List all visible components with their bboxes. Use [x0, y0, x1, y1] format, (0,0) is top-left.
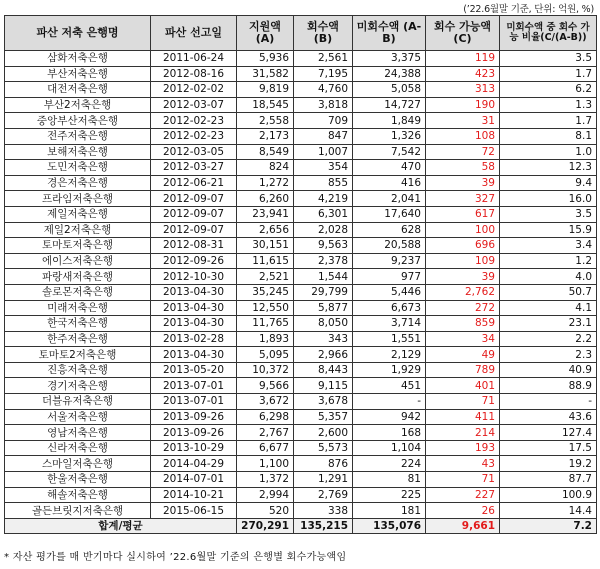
cell-support: 6,677 [237, 440, 294, 456]
cell-recoverable: 313 [426, 82, 500, 98]
cell-support: 1,893 [237, 331, 294, 347]
cell-date: 2013-07-01 [151, 394, 237, 410]
cell-recovered: 709 [294, 113, 353, 129]
cell-date: 2012-09-07 [151, 222, 237, 238]
cell-recoverable: 617 [426, 206, 500, 222]
cell-bank: 전주저축은행 [5, 128, 151, 144]
cell-unrecovered: 1,551 [353, 331, 426, 347]
cell-date: 2012-10-30 [151, 269, 237, 285]
cell-ratio: 88.9 [500, 378, 597, 394]
table-row [5, 175, 597, 191]
cell-ratio: 1.7 [500, 113, 597, 129]
cell-recoverable: 39 [426, 175, 500, 191]
cell-bank: 중앙부산저축은행 [5, 113, 151, 129]
total-recoverable: 9,661 [426, 518, 500, 534]
header-recoverable: 회수 가능액 (C) [426, 16, 500, 51]
footnote: * 자산 평가를 매 반기마다 실시하여 ’22.6월말 기준의 은행별 회수가능액임 [4, 552, 347, 563]
cell-ratio: 1.0 [500, 144, 597, 160]
cell-recovered: 2,561 [294, 51, 353, 67]
cell-support: 12,550 [237, 300, 294, 316]
cell-unrecovered: 14,727 [353, 97, 426, 113]
cell-date: 2013-04-30 [151, 347, 237, 363]
cell-date: 2012-03-27 [151, 160, 237, 176]
header-row [5, 16, 597, 51]
cell-support: 11,765 [237, 316, 294, 332]
cell-recovered: 2,769 [294, 487, 353, 503]
cell-ratio: 127.4 [500, 425, 597, 441]
cell-ratio: 1.2 [500, 253, 597, 269]
table-row [5, 378, 597, 394]
cell-date: 2012-03-07 [151, 97, 237, 113]
cell-date: 2013-04-30 [151, 300, 237, 316]
cell-ratio: 16.0 [500, 191, 597, 207]
cell-support: 9,566 [237, 378, 294, 394]
cell-recoverable: 71 [426, 472, 500, 488]
cell-unrecovered: 3,375 [353, 51, 426, 67]
cell-unrecovered: 5,446 [353, 284, 426, 300]
cell-recovered: 2,378 [294, 253, 353, 269]
cell-ratio: 1.3 [500, 97, 597, 113]
cell-support: 18,545 [237, 97, 294, 113]
cell-date: 2011-06-24 [151, 51, 237, 67]
cell-recoverable: 49 [426, 347, 500, 363]
unit-note: (’22.6월말 기준, 단위: 억원, %) [463, 4, 594, 15]
cell-support: 30,151 [237, 238, 294, 254]
cell-ratio: 8.1 [500, 128, 597, 144]
cell-bank: 서울저축은행 [5, 409, 151, 425]
header-bank: 파산 저축 은행명 [5, 16, 151, 51]
table-row [5, 82, 597, 98]
cell-recovered: 5,357 [294, 409, 353, 425]
cell-unrecovered: 224 [353, 456, 426, 472]
cell-recoverable: 119 [426, 51, 500, 67]
cell-date: 2012-02-23 [151, 128, 237, 144]
table-row [5, 440, 597, 456]
cell-ratio: - [500, 394, 597, 410]
cell-ratio: 9.4 [500, 175, 597, 191]
cell-support: 9,819 [237, 82, 294, 98]
table-row [5, 347, 597, 363]
cell-recoverable: 272 [426, 300, 500, 316]
header-unrecovered: 미회수액 (A-B) [353, 16, 426, 51]
cell-recoverable: 26 [426, 503, 500, 519]
cell-recovered: 5,877 [294, 300, 353, 316]
total-recovered: 135,215 [294, 518, 353, 534]
table-row [5, 51, 597, 67]
header-recovered: 회수액 (B) [294, 16, 353, 51]
header-date: 파산 선고일 [151, 16, 237, 51]
cell-date: 2012-02-23 [151, 113, 237, 129]
table-row [5, 144, 597, 160]
cell-recoverable: 423 [426, 66, 500, 82]
cell-date: 2012-09-07 [151, 191, 237, 207]
cell-ratio: 4.1 [500, 300, 597, 316]
cell-ratio: 3.5 [500, 51, 597, 67]
total-row [5, 518, 597, 534]
cell-bank: 도민저축은행 [5, 160, 151, 176]
total-ratio: 7.2 [500, 518, 597, 534]
cell-ratio: 1.7 [500, 66, 597, 82]
table-row [5, 238, 597, 254]
cell-recovered: 4,219 [294, 191, 353, 207]
cell-bank: 더블유저축은행 [5, 394, 151, 410]
cell-unrecovered: 1,326 [353, 128, 426, 144]
table-row [5, 253, 597, 269]
cell-unrecovered: 977 [353, 269, 426, 285]
cell-date: 2013-10-29 [151, 440, 237, 456]
bankruptcy-table [4, 15, 597, 534]
cell-unrecovered: 6,673 [353, 300, 426, 316]
cell-bank: 스마일저축은행 [5, 456, 151, 472]
cell-recovered: 2,600 [294, 425, 353, 441]
cell-recovered: 338 [294, 503, 353, 519]
cell-ratio: 12.3 [500, 160, 597, 176]
cell-unrecovered: 225 [353, 487, 426, 503]
cell-recoverable: 72 [426, 144, 500, 160]
cell-recoverable: 109 [426, 253, 500, 269]
cell-support: 2,656 [237, 222, 294, 238]
cell-ratio: 100.9 [500, 487, 597, 503]
cell-ratio: 50.7 [500, 284, 597, 300]
table-row [5, 300, 597, 316]
cell-support: 2,767 [237, 425, 294, 441]
cell-recoverable: 58 [426, 160, 500, 176]
cell-ratio: 40.9 [500, 362, 597, 378]
cell-recovered: 343 [294, 331, 353, 347]
cell-recovered: 2,028 [294, 222, 353, 238]
cell-support: 5,936 [237, 51, 294, 67]
cell-date: 2012-03-05 [151, 144, 237, 160]
table-row [5, 222, 597, 238]
cell-recoverable: 39 [426, 269, 500, 285]
cell-recoverable: 327 [426, 191, 500, 207]
cell-support: 8,549 [237, 144, 294, 160]
cell-unrecovered: 2,041 [353, 191, 426, 207]
total-label: 합계/평균 [5, 518, 237, 534]
cell-support: 1,100 [237, 456, 294, 472]
cell-recoverable: 100 [426, 222, 500, 238]
cell-unrecovered: 451 [353, 378, 426, 394]
cell-bank: 보해저축은행 [5, 144, 151, 160]
cell-support: 5,095 [237, 347, 294, 363]
table-row [5, 316, 597, 332]
cell-support: 11,615 [237, 253, 294, 269]
cell-unrecovered: 2,129 [353, 347, 426, 363]
cell-date: 2013-07-01 [151, 378, 237, 394]
cell-bank: 한주저축은행 [5, 331, 151, 347]
cell-recovered: 8,050 [294, 316, 353, 332]
cell-bank: 부산저축은행 [5, 66, 151, 82]
cell-unrecovered: 168 [353, 425, 426, 441]
cell-date: 2015-06-15 [151, 503, 237, 519]
cell-unrecovered: 1,929 [353, 362, 426, 378]
cell-recoverable: 31 [426, 113, 500, 129]
cell-recovered: 876 [294, 456, 353, 472]
table-row [5, 113, 597, 129]
cell-recovered: 1,007 [294, 144, 353, 160]
cell-recovered: 4,760 [294, 82, 353, 98]
header-ratio: 미회수액 중 회수 가능 비율(C/(A-B)) [500, 16, 597, 51]
cell-bank: 신라저축은행 [5, 440, 151, 456]
cell-bank: 영남저축은행 [5, 425, 151, 441]
cell-bank: 에이스저축은행 [5, 253, 151, 269]
cell-recovered: 29,799 [294, 284, 353, 300]
cell-recovered: 3,818 [294, 97, 353, 113]
cell-unrecovered: 7,542 [353, 144, 426, 160]
table-row [5, 206, 597, 222]
cell-support: 3,672 [237, 394, 294, 410]
cell-ratio: 19.2 [500, 456, 597, 472]
cell-support: 10,372 [237, 362, 294, 378]
cell-date: 2012-02-02 [151, 82, 237, 98]
cell-recovered: 7,195 [294, 66, 353, 82]
table-row [5, 394, 597, 410]
cell-unrecovered: 9,237 [353, 253, 426, 269]
cell-support: 6,298 [237, 409, 294, 425]
table-row [5, 160, 597, 176]
cell-date: 2013-09-26 [151, 425, 237, 441]
cell-recovered: 9,115 [294, 378, 353, 394]
cell-ratio: 23.1 [500, 316, 597, 332]
cell-date: 2013-04-30 [151, 284, 237, 300]
cell-support: 2,994 [237, 487, 294, 503]
table-body [5, 51, 597, 519]
cell-recovered: 3,678 [294, 394, 353, 410]
cell-ratio: 2.3 [500, 347, 597, 363]
cell-recoverable: 193 [426, 440, 500, 456]
cell-date: 2013-04-30 [151, 316, 237, 332]
cell-bank: 제일저축은행 [5, 206, 151, 222]
cell-support: 2,558 [237, 113, 294, 129]
cell-support: 31,582 [237, 66, 294, 82]
cell-bank: 경기저축은행 [5, 378, 151, 394]
cell-unrecovered: 628 [353, 222, 426, 238]
cell-bank: 경은저축은행 [5, 175, 151, 191]
table-row [5, 456, 597, 472]
table-row [5, 331, 597, 347]
cell-recoverable: 411 [426, 409, 500, 425]
cell-unrecovered: - [353, 394, 426, 410]
cell-recovered: 1,291 [294, 472, 353, 488]
cell-unrecovered: 1,104 [353, 440, 426, 456]
cell-unrecovered: 1,849 [353, 113, 426, 129]
cell-recoverable: 43 [426, 456, 500, 472]
cell-date: 2013-02-28 [151, 331, 237, 347]
cell-support: 1,372 [237, 472, 294, 488]
cell-recovered: 5,573 [294, 440, 353, 456]
cell-date: 2013-05-20 [151, 362, 237, 378]
cell-ratio: 17.5 [500, 440, 597, 456]
cell-bank: 삼화저축은행 [5, 51, 151, 67]
cell-ratio: 4.0 [500, 269, 597, 285]
cell-bank: 해솔저축은행 [5, 487, 151, 503]
cell-support: 520 [237, 503, 294, 519]
cell-unrecovered: 20,588 [353, 238, 426, 254]
table-row [5, 425, 597, 441]
cell-ratio: 3.5 [500, 206, 597, 222]
cell-ratio: 6.2 [500, 82, 597, 98]
cell-recoverable: 696 [426, 238, 500, 254]
table-row [5, 97, 597, 113]
cell-support: 2,173 [237, 128, 294, 144]
table-row [5, 472, 597, 488]
cell-bank: 프라임저축은행 [5, 191, 151, 207]
cell-bank: 골든브릿지저축은행 [5, 503, 151, 519]
total-support: 270,291 [237, 518, 294, 534]
table-row [5, 66, 597, 82]
cell-date: 2014-10-21 [151, 487, 237, 503]
cell-support: 35,245 [237, 284, 294, 300]
cell-ratio: 14.4 [500, 503, 597, 519]
cell-ratio: 3.4 [500, 238, 597, 254]
cell-recoverable: 34 [426, 331, 500, 347]
cell-ratio: 2.2 [500, 331, 597, 347]
cell-recovered: 8,443 [294, 362, 353, 378]
cell-recoverable: 227 [426, 487, 500, 503]
cell-bank: 토마토저축은행 [5, 238, 151, 254]
cell-unrecovered: 470 [353, 160, 426, 176]
cell-support: 2,521 [237, 269, 294, 285]
table-row [5, 409, 597, 425]
cell-date: 2012-08-31 [151, 238, 237, 254]
total-unrecovered: 135,076 [353, 518, 426, 534]
cell-recoverable: 214 [426, 425, 500, 441]
cell-support: 23,941 [237, 206, 294, 222]
cell-recoverable: 859 [426, 316, 500, 332]
cell-date: 2014-07-01 [151, 472, 237, 488]
cell-bank: 대전저축은행 [5, 82, 151, 98]
table-row [5, 503, 597, 519]
table-row [5, 284, 597, 300]
cell-unrecovered: 5,058 [353, 82, 426, 98]
cell-recovered: 6,301 [294, 206, 353, 222]
cell-ratio: 43.6 [500, 409, 597, 425]
cell-date: 2012-06-21 [151, 175, 237, 191]
cell-unrecovered: 81 [353, 472, 426, 488]
cell-bank: 토마토2저축은행 [5, 347, 151, 363]
cell-recovered: 1,544 [294, 269, 353, 285]
cell-unrecovered: 24,388 [353, 66, 426, 82]
cell-ratio: 15.9 [500, 222, 597, 238]
cell-unrecovered: 3,714 [353, 316, 426, 332]
table-row [5, 487, 597, 503]
cell-unrecovered: 942 [353, 409, 426, 425]
cell-date: 2012-09-07 [151, 206, 237, 222]
cell-support: 6,260 [237, 191, 294, 207]
cell-bank: 부산2저축은행 [5, 97, 151, 113]
cell-recovered: 855 [294, 175, 353, 191]
table-row [5, 191, 597, 207]
cell-ratio: 87.7 [500, 472, 597, 488]
table-row [5, 128, 597, 144]
cell-support: 824 [237, 160, 294, 176]
cell-date: 2013-09-26 [151, 409, 237, 425]
table-row [5, 362, 597, 378]
cell-recovered: 2,966 [294, 347, 353, 363]
cell-recovered: 354 [294, 160, 353, 176]
table-row [5, 269, 597, 285]
cell-bank: 파랑새저축은행 [5, 269, 151, 285]
cell-date: 2012-08-16 [151, 66, 237, 82]
cell-recoverable: 108 [426, 128, 500, 144]
header-support: 지원액 (A) [237, 16, 294, 51]
cell-support: 1,272 [237, 175, 294, 191]
cell-bank: 진흥저축은행 [5, 362, 151, 378]
cell-unrecovered: 416 [353, 175, 426, 191]
cell-bank: 솔로몬저축은행 [5, 284, 151, 300]
cell-recovered: 9,563 [294, 238, 353, 254]
cell-recoverable: 2,762 [426, 284, 500, 300]
cell-recoverable: 401 [426, 378, 500, 394]
cell-unrecovered: 181 [353, 503, 426, 519]
cell-date: 2014-04-29 [151, 456, 237, 472]
cell-bank: 미래저축은행 [5, 300, 151, 316]
cell-bank: 한국저축은행 [5, 316, 151, 332]
cell-recoverable: 789 [426, 362, 500, 378]
cell-recoverable: 71 [426, 394, 500, 410]
cell-date: 2012-09-26 [151, 253, 237, 269]
cell-unrecovered: 17,640 [353, 206, 426, 222]
cell-bank: 한울저축은행 [5, 472, 151, 488]
cell-recovered: 847 [294, 128, 353, 144]
cell-recoverable: 190 [426, 97, 500, 113]
cell-bank: 제일2저축은행 [5, 222, 151, 238]
